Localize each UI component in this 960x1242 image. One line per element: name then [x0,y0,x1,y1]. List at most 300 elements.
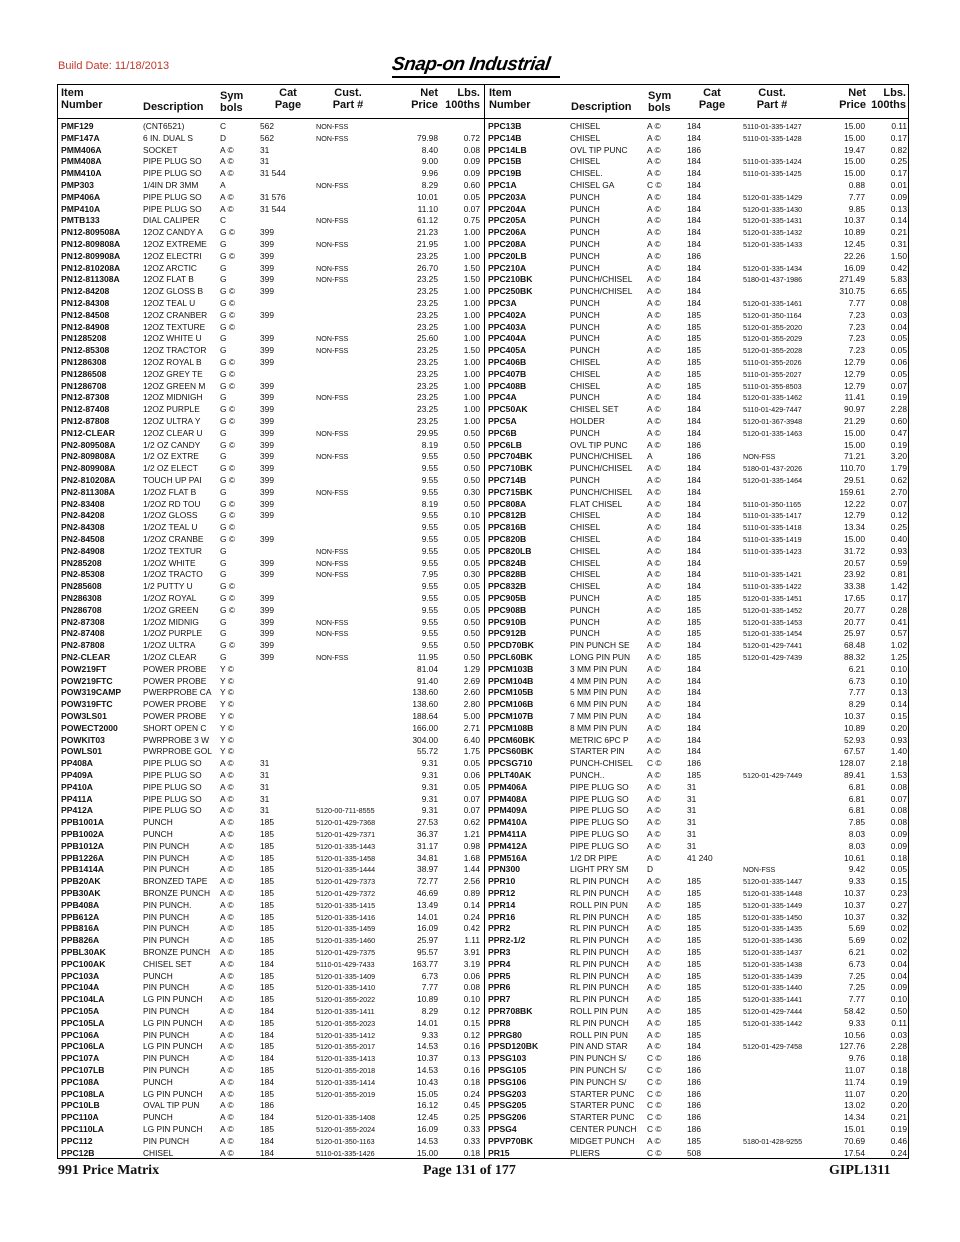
cust-part: 5120-01-355-2028 [743,346,803,356]
net-price: 15.00 [844,427,865,438]
net-price: 23.25 [417,309,438,320]
net-price: 9.55 [421,486,438,497]
lbs: 0.18 [890,1053,907,1064]
net-price: 9.55 [421,581,438,592]
lbs: 0.14 [890,215,907,226]
net-price: 31.72 [844,545,865,556]
symbols: A © [647,510,661,521]
cust-part: NON-FSS [316,334,349,344]
item-number: PPC5A [488,416,517,426]
description: PLIERS [570,1147,600,1158]
cat-page: 185 [260,840,274,851]
item-number: PPC107A [61,1053,100,1064]
cust-part: 5120-01-350-1164 [743,310,802,320]
description: 12OZ GLOSS B [143,286,204,297]
item-number: PPC4A [488,392,517,403]
description: PUNCH [570,392,600,403]
table-row [58,192,483,204]
lbs: 0.24 [463,1088,480,1099]
table-row [58,274,483,286]
item-number: PPC103A [61,970,100,981]
cat-page: 184 [687,416,701,426]
description: 12OZ WHITE U [143,333,202,344]
table-row [58,888,483,900]
net-price: 9.85 [848,203,865,214]
net-price: 15.00 [844,132,865,143]
description: RL PIN PUNCH [570,888,629,898]
cust-part: 5120-01-335-1460 [316,936,376,946]
symbols: A © [220,1041,234,1052]
lbs: 0.07 [890,793,907,804]
description: POWER PROBE [143,663,207,674]
lbs: 2.69 [463,675,480,686]
item-number: PMM408A [61,156,102,167]
lbs: 1.79 [890,463,907,474]
net-price: 10.89 [417,994,438,1005]
cust-part: 5120-01-429-7375 [316,948,376,957]
description: ROLL PIN PUN [570,1006,628,1016]
lbs: 2.28 [890,1041,907,1052]
lbs: 0.10 [463,994,480,1005]
item-number: PPC107LB [61,1065,105,1075]
table-row [485,758,910,770]
net-price: 20.77 [844,616,865,627]
item-number: PPN300 [488,864,521,875]
symbols: G © [220,298,236,308]
symbols: A © [220,970,234,981]
lbs: 0.17 [890,593,907,603]
description: 1/2OZ CRANBE [143,534,204,544]
item-number: PP412A [61,805,94,816]
table-row [485,546,910,558]
item-number: PPC905B [488,593,527,603]
item-number: PPC812B [488,510,527,521]
lbs: 2.56 [463,876,480,887]
item-number: PN12-84508 [61,309,110,320]
cust-part: 5120-01-429-7373 [316,877,376,887]
symbols: A © [220,876,234,887]
item-number: PPC208A [488,239,527,249]
lbs: 0.01 [890,180,907,190]
description: PUNCH-CHISEL [570,758,633,769]
table-row [485,652,910,664]
cust-part: 5120-01-335-1459 [316,924,376,934]
cust-part: 5120-00-711-8555 [316,806,375,816]
net-price: 8.29 [848,699,865,710]
header-cust-right: Cust. Part # [756,87,788,111]
symbols: G © [220,380,236,391]
symbols: A © [220,899,234,910]
brand-logo: Snap-on Industrial [390,54,552,75]
table-row [485,782,910,794]
lbs: 0.05 [463,534,480,544]
cat-page: 185 [687,368,701,379]
net-price: 23.25 [417,345,438,356]
item-number: PP409A [61,770,94,780]
symbols: C © [647,1124,662,1134]
item-number: PPB1012A [61,840,104,851]
item-number: PN12-84208 [61,286,110,297]
table-row [485,1112,910,1124]
symbols: C © [647,1088,662,1099]
item-number: PN2-809808A [61,451,116,462]
item-number: POW219FTC [61,675,113,686]
cust-part: NON-FSS [316,346,349,356]
lbs: 0.08 [463,982,480,993]
net-price: 12.79 [844,510,865,521]
item-number: PPM412A [488,840,528,851]
symbols: A © [647,604,661,615]
net-price: 9.31 [421,758,438,769]
table-row [58,593,483,605]
table-row [485,499,910,511]
table-row [58,145,483,157]
lbs: 3.91 [463,947,480,957]
table-row [58,121,483,133]
item-number: PN1285208 [61,333,107,344]
symbols: A © [647,345,661,356]
item-number: PN2-87808 [61,640,105,651]
cat-page: 31 [260,770,270,780]
net-price: 67.57 [844,746,865,757]
cat-page: 186 [687,1065,701,1075]
lbs: 0.05 [463,581,480,592]
table-row [485,605,910,617]
description: OVL TIP PUNC [570,439,628,450]
symbols: C © [647,180,662,190]
table-row [58,711,483,723]
net-price: 12.79 [844,368,865,379]
cust-part: 5120-01-355-2020 [743,322,803,332]
lbs: 0.62 [463,817,480,828]
net-price: 9.55 [421,604,438,615]
symbols: A © [647,899,661,910]
table-row [485,263,910,275]
table-row [58,912,483,924]
table-row [485,215,910,227]
cust-part: NON-FSS [316,629,349,639]
symbols: G © [220,475,236,485]
cust-part: 5120-01-335-1434 [743,263,803,273]
cat-page: 186 [687,1053,701,1064]
symbols: A © [647,970,661,981]
symbols: A © [647,486,661,497]
item-number: PPCM105B [488,687,534,698]
description: 12OZ TEAL U [143,298,196,308]
table-row [485,204,910,216]
description: 1/2OZ ULTRA [143,640,196,651]
item-number: PPC704BK [488,451,533,462]
cust-part: 5110-01-355-2026 [743,358,802,367]
symbols: A © [647,923,661,934]
cat-page: 399 [260,416,274,426]
cat-page: 184 [260,1147,274,1158]
cat-page: 184 [687,463,701,474]
net-price: 9.55 [421,640,438,651]
cust-part: 5120-01-335-1440 [743,983,803,993]
cust-part: 5110-01-335-1417 [743,511,802,521]
lbs: 0.08 [890,805,907,816]
table-row [485,876,910,888]
cat-page: 185 [260,947,274,957]
symbols: A © [220,168,234,179]
symbols: A © [647,368,661,379]
description: PUNCH [570,427,600,438]
item-number: PPC210BK [488,274,533,285]
table-row [58,628,483,640]
table-row [485,947,910,959]
net-price: 9.55 [421,616,438,627]
cat-page: 399 [260,439,274,450]
description: CENTER PUNCH [570,1124,637,1134]
cat-page: 186 [687,1076,701,1087]
lbs: 0.18 [463,1147,480,1158]
cat-page: 184 [260,1006,274,1016]
cat-page: 185 [260,935,274,946]
cat-page: 185 [687,1017,701,1028]
item-number: PPM411A [488,829,527,839]
item-number: PPB20AK [61,876,101,887]
header-sym-left: Sym bols [220,90,244,114]
symbols: A © [220,864,234,875]
symbols: G © [220,416,236,426]
symbols: A © [220,144,234,155]
item-number: PPC808A [488,498,527,509]
symbols: C © [647,1076,662,1087]
description: 12OZ ARCTIC [143,262,197,273]
cat-page: 186 [687,451,701,462]
table-row [485,617,910,629]
symbols: A © [647,994,661,1005]
description: CHISEL [570,557,601,568]
item-number: PPVP70BK [488,1135,533,1146]
table-row [485,487,910,499]
item-number: PPC13B [488,121,522,131]
description: PWRPROBE 3 W [143,734,210,745]
net-price: 7.77 [848,298,865,308]
lbs: 1.00 [463,321,480,332]
symbols: G © [220,321,236,332]
net-price: 22.26 [844,250,865,261]
cat-page: 184 [687,168,701,179]
lbs: 0.11 [891,121,907,131]
item-number: POW219FT [61,663,107,674]
cat-page: 399 [260,357,274,367]
description: PUNCH [570,309,600,320]
lbs: 0.98 [463,840,480,851]
item-number: PP411A [61,793,93,804]
lbs: 0.09 [463,168,480,179]
item-number: PPM409A [488,805,528,816]
item-number: PPR2 [488,923,511,934]
net-price: 10.89 [844,227,865,238]
description: 1/2 OZ CANDY [143,439,201,450]
net-price: 16.09 [417,923,438,934]
cat-page: 184 [687,746,701,757]
symbols: A © [220,947,234,957]
table-row [485,723,910,735]
symbols: G [220,345,227,356]
lbs: 0.16 [463,1065,480,1075]
symbols: A © [647,652,661,662]
net-price: 8.29 [421,1006,438,1016]
lbs: 0.50 [463,463,480,474]
item-number: PPB1002A [61,829,104,839]
symbols: A © [647,746,661,757]
description: RL PIN PUNCH [570,970,629,981]
lbs: 0.32 [890,911,907,922]
cat-page: 185 [687,628,701,639]
net-price: 9.55 [421,628,438,639]
net-price: 7.77 [421,982,438,993]
lbs: 3.20 [890,451,907,462]
net-price: 13.02 [844,1100,865,1111]
description: OVAL TIP PUN [143,1100,200,1111]
net-price: 7.77 [848,994,865,1005]
net-price: 23.25 [417,250,438,261]
table-row [485,640,910,652]
lbs: 0.05 [463,191,480,202]
net-price: 61.12 [417,215,438,226]
cust-part: 5120-01-429-7439 [743,653,803,662]
table-row [58,699,483,711]
cust-part: NON-FSS [316,393,349,403]
table-row [58,345,483,357]
item-number: PPR12 [488,888,516,898]
item-number: PN1286508 [61,368,107,379]
net-price: 8.29 [421,180,438,190]
cat-page: 31 [687,817,697,828]
net-price: 31.17 [417,840,438,851]
cust-part: 5120-01-335-1436 [743,936,803,946]
description: STARTER PIN [570,746,625,757]
cat-page: 41 240 [687,852,713,863]
table-row [58,298,483,310]
lbs: 0.10 [890,994,907,1005]
net-price: 14.34 [844,1112,865,1123]
cat-page: 399 [260,451,274,462]
table-row [58,923,483,935]
description: CHISEL [570,368,601,379]
lbs: 0.24 [890,1147,907,1158]
lbs: 0.41 [890,616,907,627]
table-row [58,1018,483,1030]
lbs: 2.70 [890,486,907,497]
item-number: PPC20LB [488,250,527,261]
net-price: 90.97 [844,404,865,415]
cat-page: 185 [687,321,701,332]
cat-page: 185 [687,982,701,993]
item-number: PPC820LB [488,545,532,556]
cust-part: 5120-01-355-2022 [316,995,376,1005]
net-price: 23.25 [417,357,438,367]
cat-page: 184 [687,191,701,202]
table-row [485,829,910,841]
lbs: 0.02 [890,947,907,957]
net-price: 17.54 [844,1147,865,1158]
table-row [485,121,910,133]
lbs: 0.08 [890,298,907,308]
cat-page: 399 [260,345,274,356]
description: PIPE PLUG SO [143,805,202,816]
symbols: A © [647,711,661,721]
item-number: PN285608 [61,581,102,592]
cat-page: 31 [687,840,697,851]
cat-page: 184 [687,156,701,167]
item-number: PN2-809908A [61,463,116,474]
cat-page: 184 [687,640,701,651]
net-price: 9.31 [421,805,438,816]
net-price: 20.57 [844,557,865,568]
net-price: 23.25 [417,298,438,308]
symbols: G [220,392,227,403]
description: 1/2OZ ROYAL [143,593,197,603]
table-row [58,1077,483,1089]
cat-page: 31 544 [260,203,286,214]
lbs: 0.18 [890,852,907,863]
lbs: 0.21 [890,227,907,238]
build-date: Build Date: 11/18/2013 [58,60,170,72]
description: PIPE PLUG SO [143,191,202,202]
symbols: A © [647,121,661,131]
table-row [485,805,910,817]
description: PIN PUNCH S/ [570,1053,627,1064]
symbols: A © [647,722,661,733]
item-number: PPR10 [488,876,516,887]
table-row [58,617,483,629]
table-row [485,1148,910,1160]
header-cust-left: Cust. Part # [332,87,364,111]
cat-page: 186 [687,144,701,155]
cat-page: 185 [687,947,701,957]
description: RL PIN PUNCH [570,958,629,969]
cust-part: 5120-01-335-1464 [743,476,803,485]
symbols: A © [647,911,661,922]
net-price: 11.41 [844,392,865,403]
table-row [58,1065,483,1077]
cat-page: 184 [687,286,701,297]
net-price: 38.97 [417,864,438,875]
symbols: A © [220,1100,234,1111]
net-price: 7.77 [848,191,865,202]
table-row [485,534,910,546]
lbs: 0.50 [463,640,480,651]
table-row [485,463,910,475]
description: MIDGET PUNCH [570,1135,635,1146]
table-row [58,829,483,841]
net-price: 10.37 [844,911,865,922]
symbols: G © [220,309,236,320]
description: PIN PUNCH [143,1006,190,1016]
table-row [58,900,483,912]
description: 1/2OZ TRACTO [143,569,203,580]
description: 12OZ GREY TE [143,368,203,379]
table-row [58,510,483,522]
table-row [485,1018,910,1030]
table-row [485,746,910,758]
lbs: 0.82 [890,144,907,155]
cust-part: 5120-01-429-7368 [316,818,376,828]
symbols: A © [220,758,234,769]
net-price: 15.00 [417,1147,438,1158]
cat-page: 31 [687,781,697,792]
item-number: PMF129 [61,121,94,131]
description: BRONZED TAPE [143,876,208,887]
item-number: PPSG203 [488,1088,527,1099]
cust-part: 5120-01-335-1432 [743,228,803,238]
cat-page: 186 [687,758,701,769]
net-price: 71.21 [844,451,865,462]
